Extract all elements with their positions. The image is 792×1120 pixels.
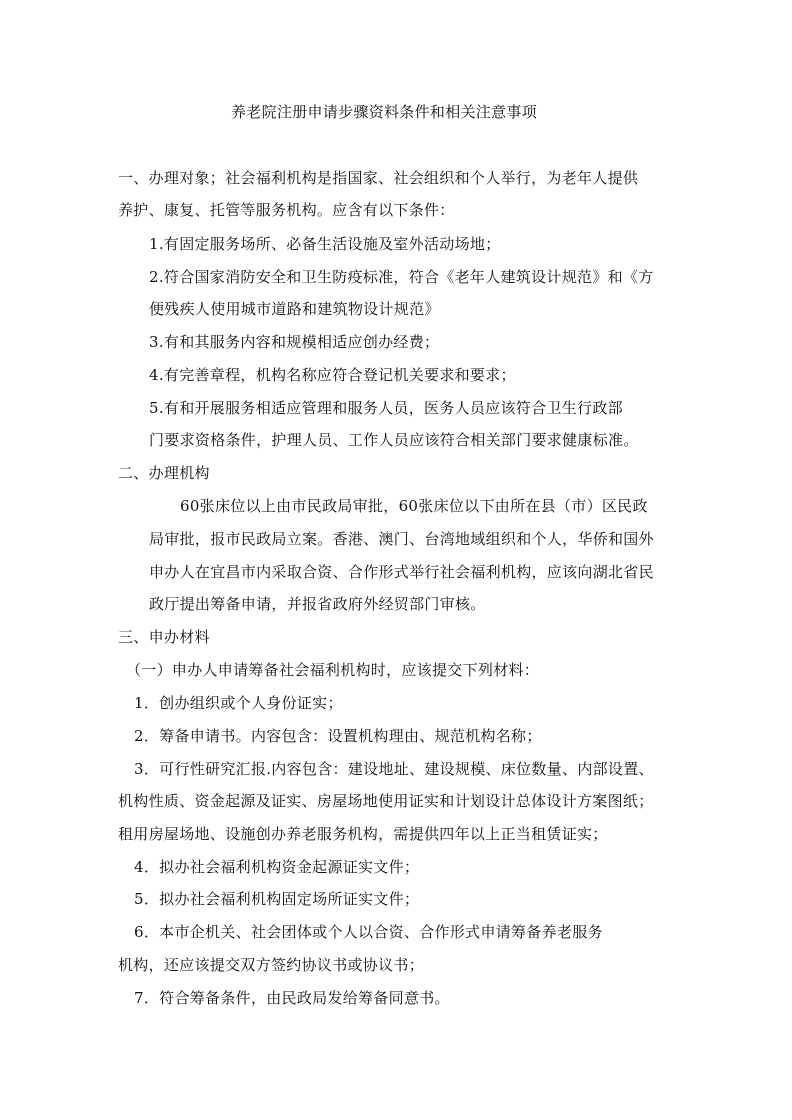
section-1-item: 3.有和其服务内容和规模相适应创办经费；	[149, 333, 440, 351]
section-2-paragraph-line: 60张床位以上由市民政局审批，60张床位以下由所在县（市）区民政	[180, 497, 648, 515]
section-2-paragraph-line: 局审批，报市民政局立案。香港、澳门、台湾地域组织和个人，华侨和国外	[149, 530, 654, 548]
section-3-item: 2．筹备申请书。内容包含：设置机构理由、规范机构名称；	[134, 727, 542, 745]
section-3-heading: 三、申办材料	[118, 628, 210, 646]
section-2-paragraph-line: 申办人在宜昌市内采取合资、合作形式举行社会福利机构，应该向湖北省民	[149, 563, 654, 581]
section-1-item-continued: 门要求资格条件，护理人员、工作人员应该符合相关部门要求健康标准。	[149, 431, 639, 449]
section-3-item: 7．符合筹备条件，由民政局发给筹备同意书。	[134, 989, 450, 1007]
section-2-heading: 二、办理机构	[118, 464, 210, 482]
section-1-item-continued: 便残疾人使用城市道路和建筑物设计规范》	[149, 300, 440, 318]
section-1-item: 2.符合国家消防安全和卫生防疫标准，符合《老年人建筑设计规范》和《方	[149, 268, 654, 286]
section-3-item-continued: 机构，还应该提交双方签约协议书或协议书；	[118, 956, 425, 974]
section-1-heading-continued: 养护、康复、托管等服务机构。应含有以下条件：	[118, 201, 455, 219]
section-1-item: 1.有固定服务场所、必备生活设施及室外活动场地；	[149, 235, 501, 253]
section-3-item: 4．拟办社会福利机构资金起源证实文件；	[134, 858, 420, 876]
section-3-item: 1．创办组织或个人身份证实；	[134, 694, 343, 712]
section-1-heading: 一、办理对象；社会福利机构是指国家、社会组织和个人举行，为老年人提供	[118, 169, 639, 187]
section-3-subheading: （一）申办人申请筹备社会福利机构时，应该提交下列材料：	[126, 661, 540, 679]
section-3-item: 3．可行性研究汇报.内容包含：建设地址、建设规模、床位数量、内部设置、	[134, 760, 654, 778]
section-1-item: 4.有完善章程，机构名称应符合登记机关要求和要求；	[149, 366, 516, 384]
section-3-item: 5．拟办社会福利机构固定场所证实文件；	[134, 890, 420, 908]
section-3-item-continued: 租用房屋场地、设施创办养老服务机构，需提供四年以上正当租赁证实；	[118, 825, 608, 843]
section-1-item: 5.有和开展服务相适应管理和服务人员，医务人员应该符合卫生行政部	[149, 399, 623, 417]
document-title: 养老院注册申请步骤资料条件和相关注意事项	[231, 103, 538, 121]
section-3-item-continued: 机构性质、资金起源及证实、房屋场地使用证实和计划设计总体设计方案图纸；	[118, 792, 654, 810]
section-2-paragraph-line: 政厅提出筹备申请，并报省政府外经贸部门审核。	[149, 595, 486, 613]
section-3-item: 6．本市企机关、社会团体或个人以合资、合作形式申请筹备养老服务	[134, 923, 603, 941]
